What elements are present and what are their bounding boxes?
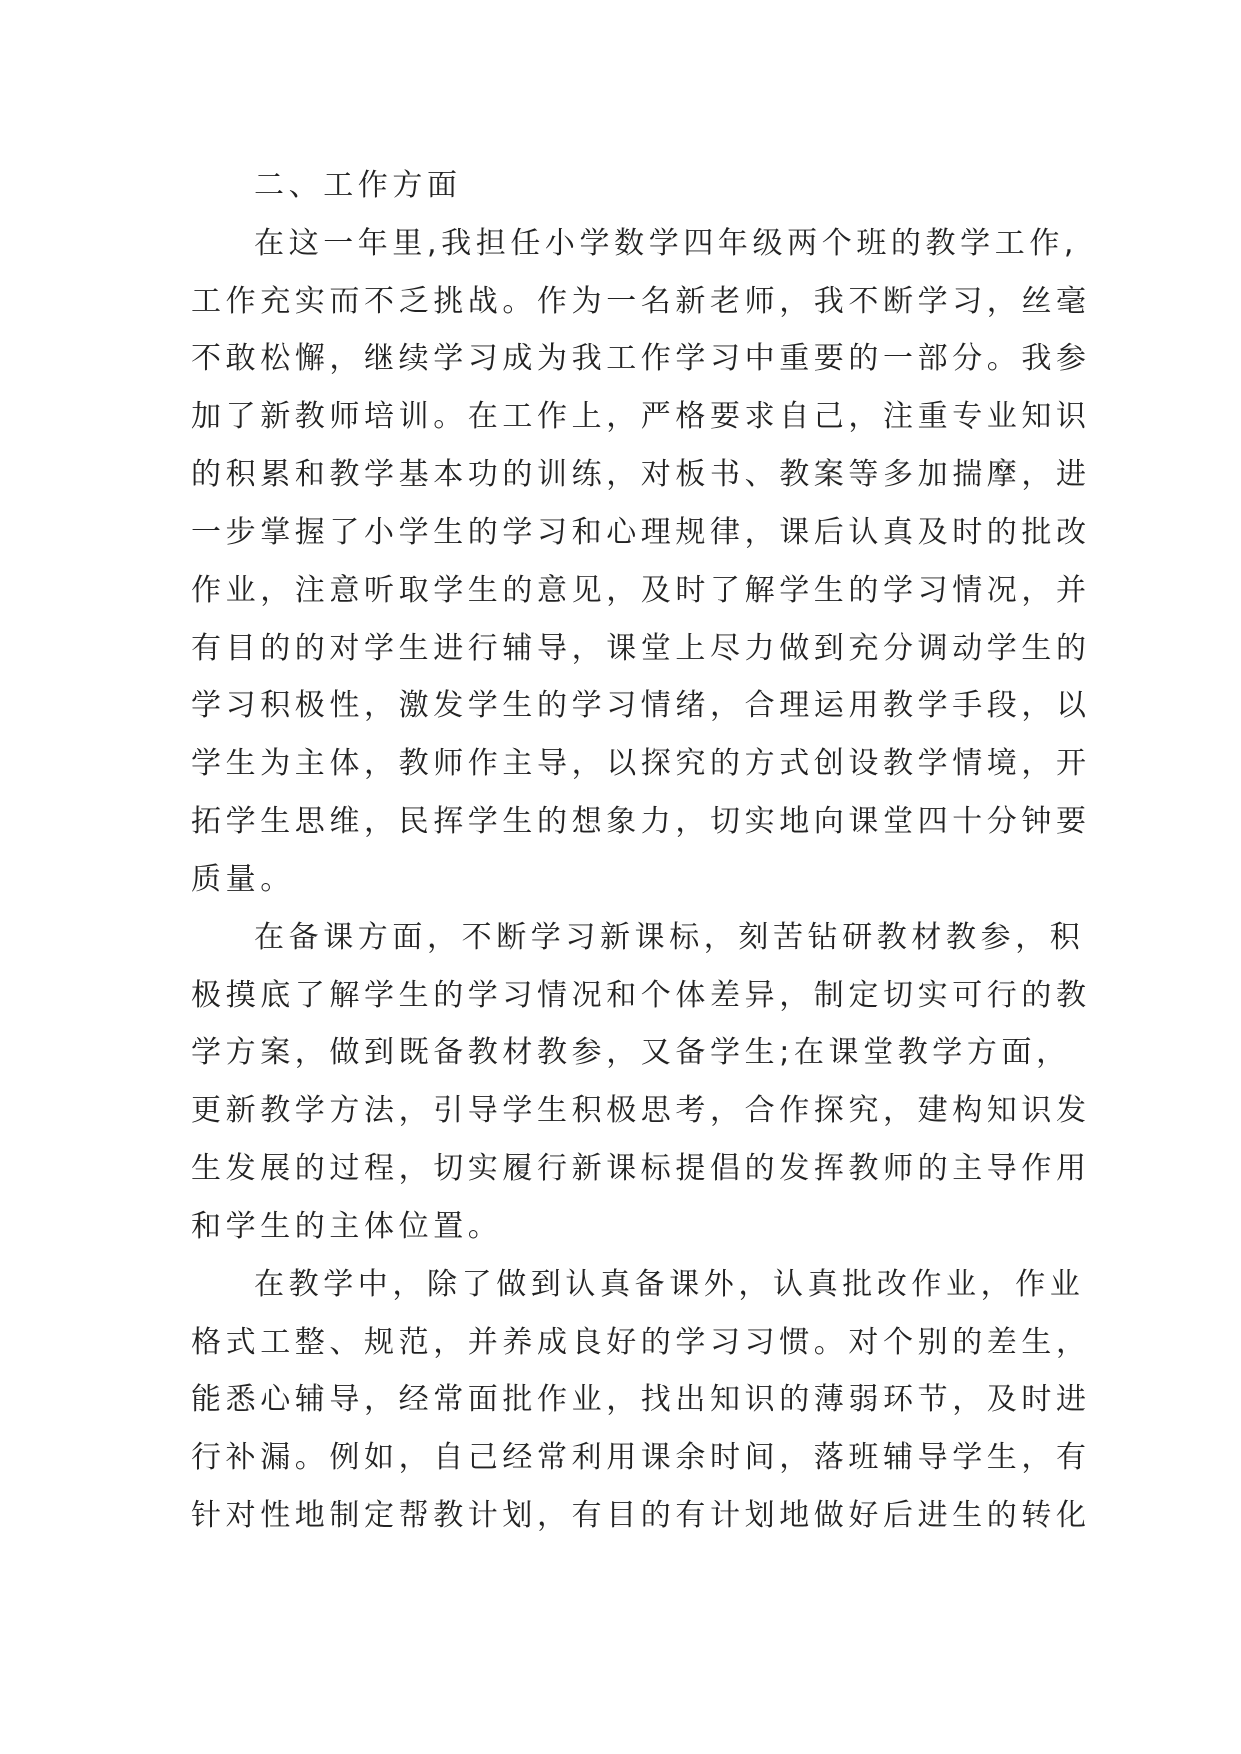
text-line: 学习积极性，激发学生的学习情绪，合理运用教学手段，以	[191, 688, 1091, 723]
text-line: 一步掌握了小学生的学习和心理规律，课后认真及时的批改	[191, 515, 1091, 550]
text-line: 在教学中，除了做到认真备课外，认真批改作业，作业	[254, 1267, 1085, 1302]
section-heading: 二、工作方面	[254, 168, 462, 203]
text-line: 极摸底了解学生的学习情况和个体差异，制定切实可行的教	[191, 978, 1091, 1013]
text-line: 和学生的主体位置。	[191, 1209, 503, 1244]
text-line: 更新教学方法，引导学生积极思考，合作探究，建构知识发	[191, 1093, 1091, 1128]
text-line: 的积累和教学基本功的训练，对板书、教案等多加揣摩，进	[191, 457, 1091, 492]
text-line: 不敢松懈，继续学习成为我工作学习中重要的一部分。我参	[191, 341, 1091, 376]
text-line: 拓学生思维，民挥学生的想象力，切实地向课堂四十分钟要	[191, 804, 1091, 839]
text-line: 在备课方面，不断学习新课标，刻苦钻研教材教参，积	[254, 920, 1085, 955]
text-line: 生发展的过程，切实履行新课标提倡的发挥教师的主导作用	[191, 1151, 1091, 1186]
text-line: 针对性地制定帮教计划，有目的有计划地做好后进生的转化	[191, 1498, 1091, 1533]
text-line: 工作充实而不乏挑战。作为一名新老师，我不断学习，丝毫	[191, 284, 1091, 319]
text-line: 加了新教师培训。在工作上，严格要求自己，注重专业知识	[191, 399, 1091, 434]
text-line: 在这一年里,我担任小学数学四年级两个班的教学工作,	[254, 226, 1079, 261]
text-line: 学方案，做到既备教材教参，又备学生;在课堂教学方面，	[191, 1035, 1071, 1070]
text-line: 行补漏。例如，自己经常利用课余时间，落班辅导学生，有	[191, 1440, 1091, 1475]
text-line: 学生为主体，教师作主导，以探究的方式创设教学情境，开	[191, 746, 1091, 781]
text-line: 格式工整、规范，并养成良好的学习习惯。对个别的差生，	[191, 1325, 1091, 1360]
text-line: 有目的的对学生进行辅导，课堂上尽力做到充分调动学生的	[191, 631, 1091, 666]
text-line: 作业，注意听取学生的意见，及时了解学生的学习情况，并	[191, 573, 1091, 608]
text-line: 质量。	[191, 862, 295, 897]
text-line: 能悉心辅导，经常面批作业，找出知识的薄弱环节，及时进	[191, 1382, 1091, 1417]
